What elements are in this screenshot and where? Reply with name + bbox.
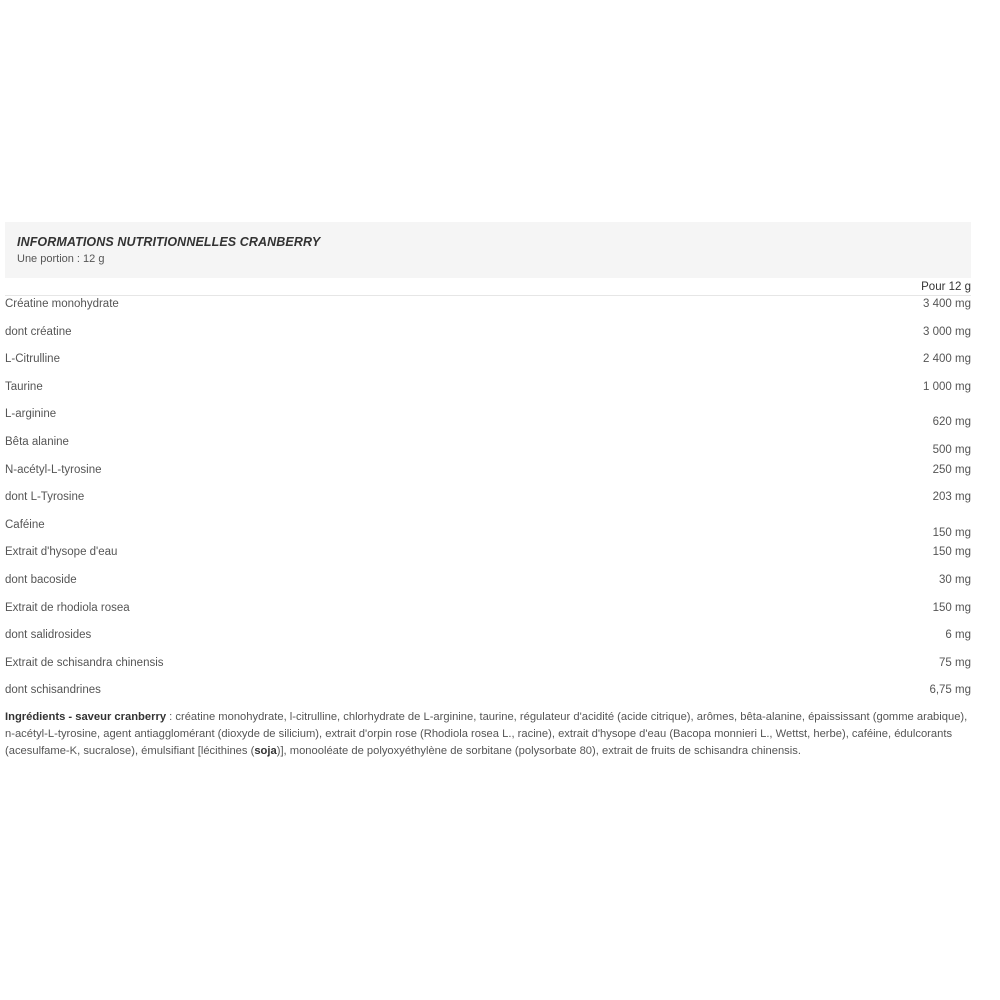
nutrient-value: 620 mg — [932, 416, 971, 429]
table-row — [5, 517, 971, 545]
nutrient-name: Bêta alanine — [5, 435, 69, 448]
nutrient-value: 30 mg — [939, 573, 971, 586]
nutrient-value: 150 mg — [932, 546, 971, 559]
nutrient-value: 3 400 mg — [923, 298, 971, 310]
ingredients-text: : créatine monohydrate, l-citrulline, chlorhydrate de L-arginine, taurine, régulateur d'acidité (acide citrique), arômes, bêta-alanine, épaississant (gomme arabique), n-acétyl-L-tyrosine, agent antiagglomérant (dioxyde de silicium), extrait d'orpin rose (Rhodiola rosea L., racine), extrait d'hysope d'eau (Bacopa monnieri L., Wettst, herbe), caféine, édulcorants (acesulfame-K, sucralose), émulsifiant [lécithines ( — [5, 711, 968, 757]
table-row — [5, 600, 971, 628]
nutrient-value: 150 mg — [932, 526, 971, 539]
table-row — [5, 296, 971, 324]
nutrient-name: Extrait de rhodiola rosea — [5, 601, 130, 614]
nutrient-name: dont créatine — [5, 325, 72, 338]
nutrient-name: Taurine — [5, 380, 43, 393]
nutrient-value: 6,75 mg — [929, 684, 971, 697]
nutrient-value: 203 mg — [932, 491, 971, 504]
table-row — [5, 379, 971, 407]
nutrient-name: Créatine monohydrate — [5, 298, 119, 310]
nutrient-name: Extrait de schisandra chinensis — [5, 656, 164, 669]
ingredients-text-end: )], monooléate de polyoxyéthylène de sorbitane (polysorbate 80), extrait de fruits de schisandra chinensis. — [276, 745, 801, 757]
nutrient-name: L-arginine — [5, 408, 57, 421]
nutrient-value: 6 mg — [945, 629, 971, 642]
column-header-per-serving: Pour 12 g — [921, 281, 971, 293]
nutrient-value: 250 mg — [932, 463, 971, 476]
table-row — [5, 324, 971, 352]
nutrient-name: N-acétyl-L-tyrosine — [5, 463, 102, 476]
nutrient-name: L-Citrulline — [5, 353, 60, 366]
nutrient-value: 150 mg — [932, 601, 971, 614]
table-row — [5, 351, 971, 379]
table-row — [5, 544, 971, 572]
table-row — [5, 434, 971, 462]
nutrient-name: dont salidrosides — [5, 629, 92, 642]
nutrition-header — [5, 222, 971, 278]
nutrient-value: 3 000 mg — [923, 325, 971, 338]
ingredients-paragraph — [5, 709, 971, 760]
nutrient-name: dont schisandrines — [5, 684, 101, 697]
nutrient-value: 2 400 mg — [923, 353, 971, 366]
table-row — [5, 572, 971, 600]
nutrient-name: Extrait d'hysope d'eau — [5, 546, 118, 559]
nutrition-title: INFORMATIONS NUTRITIONNELLES CRANBERRY — [17, 235, 321, 249]
allergen-highlight: soja — [254, 745, 277, 757]
nutrition-table — [5, 296, 971, 710]
nutrient-value: 1 000 mg — [923, 380, 971, 393]
ingredients-heading: Ingrédients - saveur cranberry — [5, 711, 167, 723]
table-row — [5, 655, 971, 683]
nutrient-value: 75 mg — [939, 656, 971, 669]
table-row — [5, 462, 971, 490]
table-row — [5, 406, 971, 434]
table-row — [5, 682, 971, 710]
nutrient-name: dont L-Tyrosine — [5, 491, 85, 504]
table-row — [5, 627, 971, 655]
serving-size: Une portion : 12 g — [17, 253, 105, 265]
nutrient-name: Caféine — [5, 518, 45, 531]
nutrient-name: dont bacoside — [5, 573, 77, 586]
nutrient-value: 500 mg — [932, 443, 971, 456]
table-row — [5, 489, 971, 517]
